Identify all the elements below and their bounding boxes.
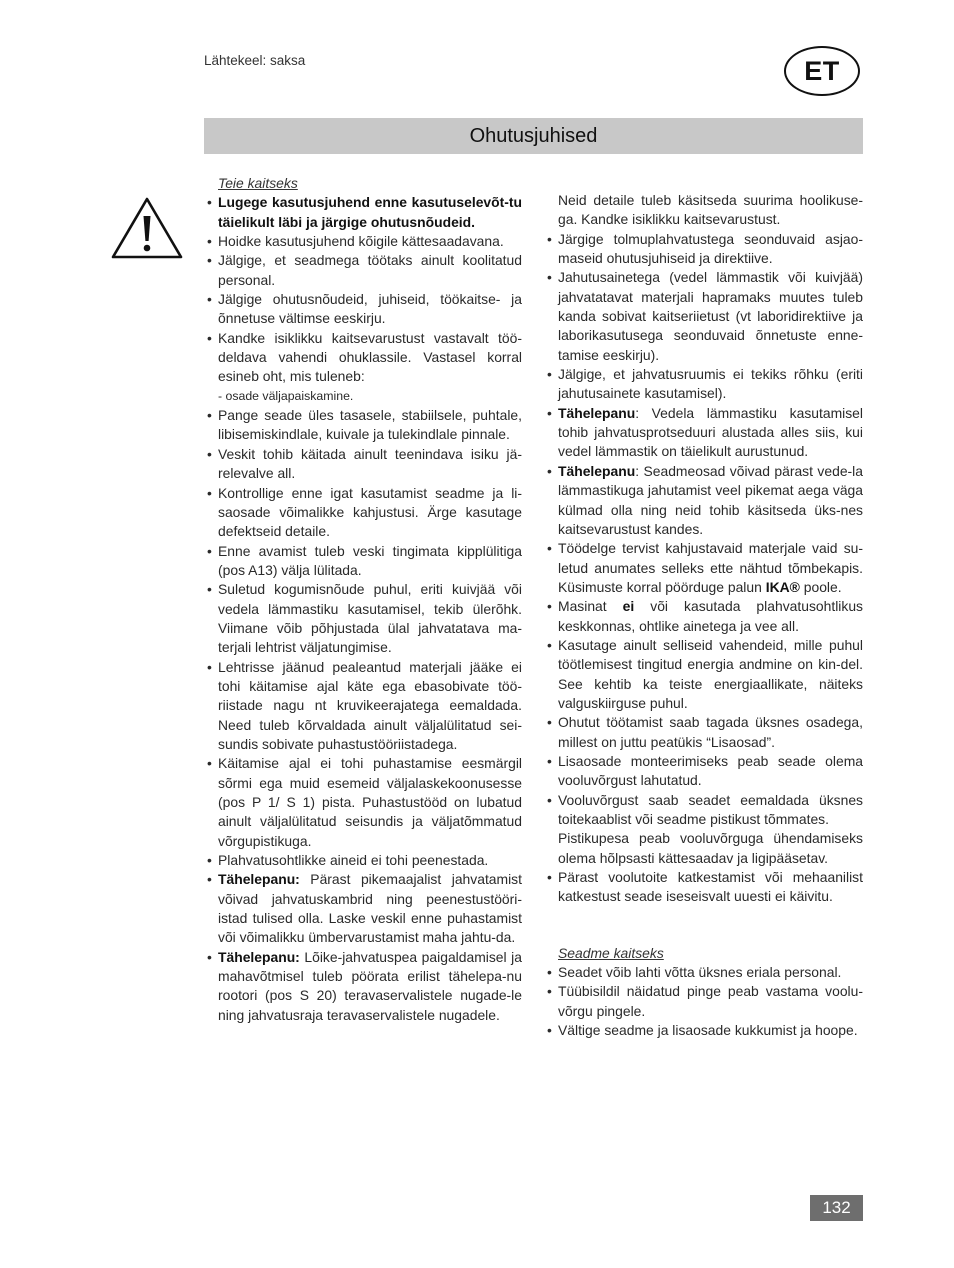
list-item: • Jälgige, et seadmega töötaks ainult koolitatud personal. bbox=[205, 251, 522, 290]
language-badge: ET bbox=[784, 46, 860, 96]
list-item-continuation: Pistikupesa peab vooluvõrguga ühendamiseks olema hõlpsasti kättesaadav ja ligipääsetav. bbox=[558, 830, 863, 866]
list-item: • Lisaosade monteerimiseks peab seade olema vooluvõrgust lahutatud. bbox=[545, 752, 863, 791]
list-item: • Tüübisildil näidatud pinge peab vastama voolu-võrgu pingele. bbox=[545, 982, 863, 1021]
list-item: • Plahvatusohtlikke aineid ei tohi peenestada. bbox=[205, 851, 522, 870]
list-item: • Kasutage ainult selliseid vahendeid, mille puhul töötlemisest tingitud energia andmine on kin-del. See kehtib ka teiste energiaallikate, näiteks valguskiirguse puhul. bbox=[545, 636, 863, 713]
list-item: • Jälgige ohutusnõudeid, juhiseid, töökaitse- ja õnnetuse vältimse eeskirju. bbox=[205, 290, 522, 329]
list-item: • Vooluvõrgust saab seadet eemaldada üksnes toitekaablist või seadme pistikust tõmmates. bbox=[545, 791, 863, 830]
list-item: • Lugege kasutusjuhend enne kasutuselevõt-tu täielikult läbi ja järgige ohutusnõudeid. bbox=[205, 193, 522, 232]
list-item: • Jahutusainetega (vedel lämmastik või kuivjää) jahvatatavat materjali hapramaks muutes tuleb kanda sobivat kaitseriietust (vt laboridirektiive ja laborikasutusega seonduvaid õnnetuste enne-tamise eeskirju). bbox=[545, 268, 863, 365]
list-item: • Pärast voolutoite katkestamist või mehaanilist katkestust seade iseseisvalt uuesti ei käivitu. bbox=[545, 868, 863, 907]
list-item: • Töödelge tervist kahjustavaid materjale vaid su-letud anumates selleks ette nähtud tõmbekapis. Küsimuste korral pöörduge palun IKA® poole. bbox=[545, 539, 863, 597]
list-item: • Pange seade üles tasasele, stabiilsele, puhtale, libisemiskindlale, kuivale ja tulekindlale pinnale. bbox=[205, 406, 522, 445]
list-item: • Käitamise ajal ei tohi puhastamise eesmärgil sõrmi ega muid esemeid väljalaskekoonusesse (pos P 1/ S 1) pista. Puhastustööd on lubatud ainult väljalülitatud seisundis ja väljatõmmatud võrgupistikuga. bbox=[205, 754, 522, 851]
list-item: • Tähelepanu: Pärast pikemaajalist jahvatamist võivad jahvatuskambrid ning peenestustööri-istad tulised olla. Laske veskil enne puhastamist või võimalikku ümbervarustamist maha jahtu-da. bbox=[205, 870, 522, 947]
list-item: • Lehtrisse jäänud pealeantud materjali jääke ei tohi käitamise ajal käte ega ebasobivate töö-riistade nagu nt kruvikeerajatega eemaldada. Need tuleb kõrvaldada ainult väljalülitatud sei-sundis sobivate puhastustööriistadega. bbox=[205, 658, 522, 755]
list-item: • Seadet võib lahti võtta üksnes eriala personal. bbox=[545, 963, 863, 982]
source-language-note: Lähtekeel: saksa bbox=[204, 53, 306, 68]
section-title-device-protection: Seadme kaitseks bbox=[558, 944, 664, 961]
page-number: 132 bbox=[810, 1195, 863, 1221]
list-item: • Veskit tohib käitada ainult teenindava isiku jä-relevalve all. bbox=[205, 445, 522, 484]
list-item: • Enne avamist tuleb veski tingimata kipplülitiga (pos A13) välja lülitada. bbox=[205, 542, 522, 581]
list-item: • Kontrollige enne igat kasutamist seadme ja li-saosade võimalikke kahjustusi. Ärge kasutage defektseid detaile. bbox=[205, 484, 522, 542]
list-item: • Masinat ei või kasutada plahvatusohtlikus keskkonnas, ohtlike ainetega ja vee all. bbox=[545, 597, 863, 636]
left-column bbox=[205, 174, 522, 1025]
right-column bbox=[545, 191, 863, 1040]
list-item: • Kandke isiklikku kaitsevarustust vastavalt töö-deldava vahendi ohuklassile. Vastasel korral esineb oht, mis tuleneb: - osade väljapaiskamine. bbox=[205, 329, 522, 406]
list-item: • Järgige tolmuplahvatustega seonduvaid asjao-maseid ohutusjuhiseid ja direktiive. bbox=[545, 230, 863, 269]
list-item: • Tähelepanu: Vedela lämmastiku kasutamisel tohib jahvatusprotseduuri alustada alles siis, kui vedel lämmastik on täielikult aurustunud. bbox=[545, 404, 863, 462]
section-title-personal-protection: Teie kaitseks bbox=[218, 175, 298, 191]
list-item: • Tähelepanu: Seadmeosad võivad pärast vede-la lämmastikuga jahutamist veel pikemat aega väga külmad olla ning neid tohib käsitseda üks-nes kaitsevarustust kandes. bbox=[545, 462, 863, 539]
list-item: • Tähelepanu: Lõike-jahvatuspea paigaldamisel ja mahavõtmisel tuleb pöörata erilist tähelepa-nu rootori (pos S 20) teravaservalistele nugade-le ning jahvatusraja teravaservalistele nugadele. bbox=[205, 948, 522, 1025]
list-subitem: - osade väljapaiskamine. bbox=[218, 388, 354, 403]
list-item: • Jälgige, et jahvatusruumis ei tekiks rõhku (eriti jahutusainete kasutamisel). bbox=[545, 365, 863, 404]
list-item: • Hoidke kasutusjuhend kõigile kättesaadavana. bbox=[205, 232, 522, 251]
page-title: Ohutusjuhised bbox=[469, 124, 598, 147]
list-item-continuation: Neid detaile tuleb käsitseda suurima hoolikuse-ga. Kandke isiklikku kaitsevarustust. bbox=[558, 192, 863, 228]
list-item: • Ohutut töötamist saab tagada üksnes osadega, millest on juttu peatükis “Lisaosad”. bbox=[545, 713, 863, 752]
list-item: • Vältige seadme ja lisaosade kukkumist ja hoope. bbox=[545, 1021, 863, 1040]
warning-triangle-icon bbox=[110, 196, 184, 260]
brand-name: IKA® bbox=[765, 578, 800, 595]
list-item: • Suletud kogumisnõude puhul, eriti kuivjää või vedela lämmastiku kasutamisel, tekib ülerõhk. Viimane võib põhjustada ülal jahvatatava ma-terjali lehtrist väljatungimise. bbox=[205, 580, 522, 657]
page-title-banner bbox=[204, 118, 863, 154]
